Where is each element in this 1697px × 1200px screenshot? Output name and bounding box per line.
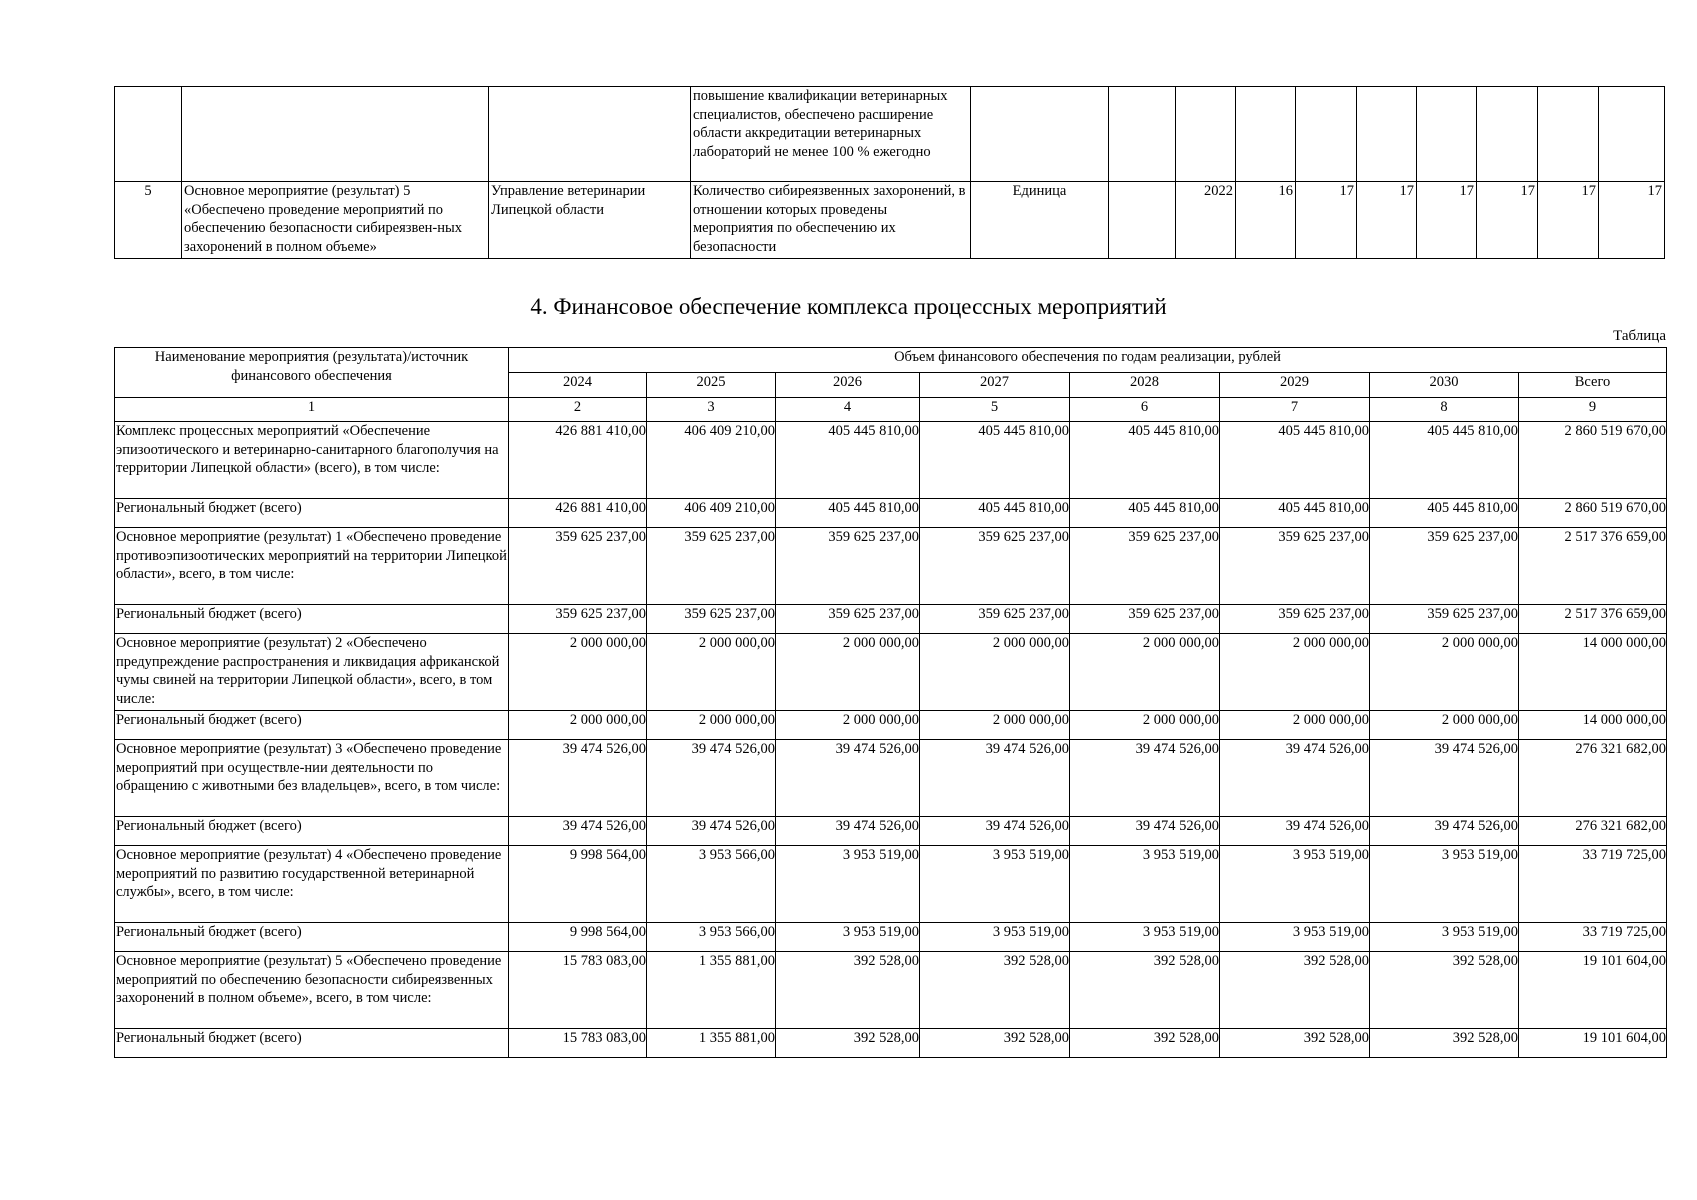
- indicators-table: [114, 86, 1665, 259]
- amount-cell: 2 000 000,00: [920, 711, 1070, 740]
- amount-cell: 359 625 237,00: [1220, 605, 1370, 634]
- amount-cell: 359 625 237,00: [776, 528, 920, 605]
- header-name: Наименование мероприятия (результата)/источник финансового обеспечения: [115, 348, 509, 398]
- amount-cell: 15 783 083,00: [509, 1029, 647, 1058]
- column-number: 9: [1519, 398, 1667, 422]
- amount-cell: 359 625 237,00: [1370, 605, 1519, 634]
- amount-cell: 2 000 000,00: [647, 634, 776, 711]
- year-header: 2025: [647, 373, 776, 398]
- amount-cell: 405 445 810,00: [920, 499, 1070, 528]
- budget-source: Региональный бюджет (всего): [115, 923, 509, 952]
- responsible: Управление ветеринарии Липецкой области: [489, 182, 691, 259]
- amount-cell: 2 000 000,00: [1070, 634, 1220, 711]
- amount-cell: 392 528,00: [1220, 952, 1370, 1029]
- amount-cell: 14 000 000,00: [1519, 711, 1667, 740]
- amount-cell: 359 625 237,00: [1070, 528, 1220, 605]
- table-label: Таблица: [1613, 328, 1666, 344]
- amount-cell: 2 000 000,00: [776, 711, 920, 740]
- amount-cell: 392 528,00: [1370, 1029, 1519, 1058]
- year-header: 2027: [920, 373, 1070, 398]
- amount-cell: 276 321 682,00: [1519, 817, 1667, 846]
- amount-cell: 359 625 237,00: [1070, 605, 1220, 634]
- amount-cell: 9 998 564,00: [509, 923, 647, 952]
- amount-cell: 2 000 000,00: [647, 711, 776, 740]
- amount-cell: 426 881 410,00: [509, 422, 647, 499]
- amount-cell: 359 625 237,00: [920, 605, 1070, 634]
- amount-cell: 3 953 519,00: [920, 846, 1070, 923]
- amount-cell: 359 625 237,00: [1370, 528, 1519, 605]
- amount-cell: 406 409 210,00: [647, 499, 776, 528]
- amount-cell: 3 953 519,00: [1370, 846, 1519, 923]
- budget-source: Региональный бюджет (всего): [115, 1029, 509, 1058]
- row-number: 5: [115, 182, 182, 259]
- value-cell: 16: [1236, 182, 1296, 259]
- amount-cell: 405 445 810,00: [1370, 422, 1519, 499]
- value-cell: 17: [1538, 182, 1599, 259]
- amount-cell: 392 528,00: [920, 952, 1070, 1029]
- column-number: 7: [1220, 398, 1370, 422]
- amount-cell: 3 953 519,00: [1220, 923, 1370, 952]
- table-row: [115, 182, 1665, 259]
- table-row-budget: [115, 817, 1667, 846]
- measure-name: Комплекс процессных мероприятий «Обеспечение эпизоотического и ветеринарно-санитарного благополучия на территории Липецкой области» (всего), в том числе:: [115, 422, 509, 499]
- amount-cell: 392 528,00: [776, 1029, 920, 1058]
- amount-cell: 39 474 526,00: [1220, 817, 1370, 846]
- budget-source: Региональный бюджет (всего): [115, 711, 509, 740]
- amount-cell: 392 528,00: [1070, 1029, 1220, 1058]
- amount-cell: 2 000 000,00: [920, 634, 1070, 711]
- amount-cell: 39 474 526,00: [776, 740, 920, 817]
- amount-cell: 33 719 725,00: [1519, 923, 1667, 952]
- amount-cell: 426 881 410,00: [509, 499, 647, 528]
- measure-name: Основное мероприятие (результат) 2 «Обеспечено предупреждение распространения и ликвидация африканской чумы свиней на территории Липецкой области», всего, в том числе:: [115, 634, 509, 711]
- amount-cell: 39 474 526,00: [509, 740, 647, 817]
- amount-cell: 2 517 376 659,00: [1519, 528, 1667, 605]
- table-row-budget: [115, 923, 1667, 952]
- header-volume: Объем финансового обеспечения по годам реализации, рублей: [509, 348, 1667, 373]
- measure-name: Основное мероприятие (результат) 3 «Обеспечено проведение мероприятий при осуществле-нии деятельности по обращению с животными без владельцев», всего, в том числе:: [115, 740, 509, 817]
- amount-cell: 276 321 682,00: [1519, 740, 1667, 817]
- amount-cell: 39 474 526,00: [647, 817, 776, 846]
- amount-cell: 39 474 526,00: [920, 817, 1070, 846]
- blank-cell: [1109, 182, 1176, 259]
- amount-cell: 405 445 810,00: [776, 422, 920, 499]
- value-cell: 17: [1599, 182, 1665, 259]
- table-row-budget: [115, 605, 1667, 634]
- table-row: [115, 846, 1667, 923]
- result-text: повышение квалификации ветеринарных специалистов, обеспечено расширение области аккредитации ветеринарных лабораторий не менее 100 % ежегодно: [691, 87, 971, 182]
- amount-cell: 39 474 526,00: [1070, 740, 1220, 817]
- amount-cell: 3 953 519,00: [1370, 923, 1519, 952]
- amount-cell: 39 474 526,00: [1220, 740, 1370, 817]
- amount-cell: 359 625 237,00: [647, 605, 776, 634]
- budget-source: Региональный бюджет (всего): [115, 499, 509, 528]
- amount-cell: 33 719 725,00: [1519, 846, 1667, 923]
- value-cell: 17: [1477, 182, 1538, 259]
- amount-cell: 405 445 810,00: [1070, 422, 1220, 499]
- amount-cell: 359 625 237,00: [776, 605, 920, 634]
- table-row-budget: [115, 499, 1667, 528]
- amount-cell: 3 953 566,00: [647, 846, 776, 923]
- table-row-budget: [115, 711, 1667, 740]
- amount-cell: 359 625 237,00: [1220, 528, 1370, 605]
- amount-cell: 9 998 564,00: [509, 846, 647, 923]
- amount-cell: 39 474 526,00: [1070, 817, 1220, 846]
- amount-cell: 405 445 810,00: [1220, 422, 1370, 499]
- header-row: [115, 348, 1667, 373]
- financing-body: [115, 422, 1667, 1058]
- amount-cell: 405 445 810,00: [1220, 499, 1370, 528]
- amount-cell: 19 101 604,00: [1519, 1029, 1667, 1058]
- measure-name: Основное мероприятие (результат) 4 «Обеспечено проведение мероприятий по развитию государственной ветеринарной службы», всего, в том числе:: [115, 846, 509, 923]
- column-number: 6: [1070, 398, 1220, 422]
- year-header: 2024: [509, 373, 647, 398]
- amount-cell: 392 528,00: [1220, 1029, 1370, 1058]
- measure-name: Основное мероприятие (результат) 5 «Обеспечено проведение мероприятий по обеспечению безопасности сибиреязвенных захоронений в полном объеме», всего, в том числе:: [115, 952, 509, 1029]
- amount-cell: 359 625 237,00: [509, 528, 647, 605]
- table-row: [115, 422, 1667, 499]
- column-number: 2: [509, 398, 647, 422]
- amount-cell: 3 953 519,00: [1070, 923, 1220, 952]
- budget-source: Региональный бюджет (всего): [115, 817, 509, 846]
- amount-cell: 2 000 000,00: [509, 711, 647, 740]
- amount-cell: 39 474 526,00: [1370, 817, 1519, 846]
- amount-cell: 3 953 519,00: [776, 846, 920, 923]
- table-row: [115, 634, 1667, 711]
- amount-cell: 392 528,00: [920, 1029, 1070, 1058]
- table-row: [115, 952, 1667, 1029]
- amount-cell: 3 953 519,00: [1220, 846, 1370, 923]
- amount-cell: 406 409 210,00: [647, 422, 776, 499]
- amount-cell: 15 783 083,00: [509, 952, 647, 1029]
- year-header: 2026: [776, 373, 920, 398]
- value-cell: 17: [1357, 182, 1417, 259]
- amount-cell: 2 517 376 659,00: [1519, 605, 1667, 634]
- year-header: 2030: [1370, 373, 1519, 398]
- table-row: [115, 87, 1665, 182]
- amount-cell: 405 445 810,00: [1370, 499, 1519, 528]
- amount-cell: 2 000 000,00: [776, 634, 920, 711]
- amount-cell: 2 860 519 670,00: [1519, 499, 1667, 528]
- year-header: 2028: [1070, 373, 1220, 398]
- value-cell: 17: [1417, 182, 1477, 259]
- amount-cell: 359 625 237,00: [647, 528, 776, 605]
- amount-cell: 19 101 604,00: [1519, 952, 1667, 1029]
- column-number: 3: [647, 398, 776, 422]
- amount-cell: 39 474 526,00: [776, 817, 920, 846]
- amount-cell: 39 474 526,00: [509, 817, 647, 846]
- amount-cell: 2 000 000,00: [1220, 711, 1370, 740]
- column-number: 8: [1370, 398, 1519, 422]
- amount-cell: 39 474 526,00: [920, 740, 1070, 817]
- amount-cell: 392 528,00: [1070, 952, 1220, 1029]
- budget-source: Региональный бюджет (всего): [115, 605, 509, 634]
- amount-cell: 2 860 519 670,00: [1519, 422, 1667, 499]
- year-header: 2029: [1220, 373, 1370, 398]
- measure-name: Основное мероприятие (результат) 1 «Обеспечено проведение противоэпизоотических мероприятий на территории Липецкой области», всего, в том числе:: [115, 528, 509, 605]
- amount-cell: 3 953 566,00: [647, 923, 776, 952]
- amount-cell: 359 625 237,00: [509, 605, 647, 634]
- table-row: [115, 740, 1667, 817]
- table-row-budget: [115, 1029, 1667, 1058]
- amount-cell: 2 000 000,00: [1220, 634, 1370, 711]
- section-title: 4. Финансовое обеспечение комплекса процессных мероприятий: [530, 294, 1167, 319]
- amount-cell: 2 000 000,00: [1070, 711, 1220, 740]
- amount-cell: 39 474 526,00: [647, 740, 776, 817]
- total-header: Всего: [1519, 373, 1667, 398]
- base-year: 2022: [1176, 182, 1236, 259]
- amount-cell: 405 445 810,00: [920, 422, 1070, 499]
- unit: Единица: [971, 182, 1109, 259]
- amount-cell: 405 445 810,00: [776, 499, 920, 528]
- amount-cell: 2 000 000,00: [509, 634, 647, 711]
- amount-cell: 2 000 000,00: [1370, 634, 1519, 711]
- amount-cell: 392 528,00: [776, 952, 920, 1029]
- amount-cell: 392 528,00: [1370, 952, 1519, 1029]
- column-number: 5: [920, 398, 1070, 422]
- amount-cell: 14 000 000,00: [1519, 634, 1667, 711]
- amount-cell: 1 355 881,00: [647, 952, 776, 1029]
- amount-cell: 405 445 810,00: [1070, 499, 1220, 528]
- table-row: [115, 528, 1667, 605]
- financing-table: [114, 347, 1667, 1058]
- column-numbers-row: [115, 398, 1667, 422]
- amount-cell: 1 355 881,00: [647, 1029, 776, 1058]
- amount-cell: 3 953 519,00: [920, 923, 1070, 952]
- amount-cell: 3 953 519,00: [776, 923, 920, 952]
- indicator: Количество сибиреязвенных захоронений, в отношении которых проведены мероприятия по обеспечению их безопасности: [691, 182, 971, 259]
- amount-cell: 2 000 000,00: [1370, 711, 1519, 740]
- column-number: 4: [776, 398, 920, 422]
- amount-cell: 3 953 519,00: [1070, 846, 1220, 923]
- value-cell: 17: [1296, 182, 1357, 259]
- measure-name: Основное мероприятие (результат) 5 «Обеспечено проведение мероприятий по обеспечению безопасности сибиреязвен-ных захоронений в полном объеме»: [182, 182, 489, 259]
- column-number: 1: [115, 398, 509, 422]
- amount-cell: 359 625 237,00: [920, 528, 1070, 605]
- amount-cell: 39 474 526,00: [1370, 740, 1519, 817]
